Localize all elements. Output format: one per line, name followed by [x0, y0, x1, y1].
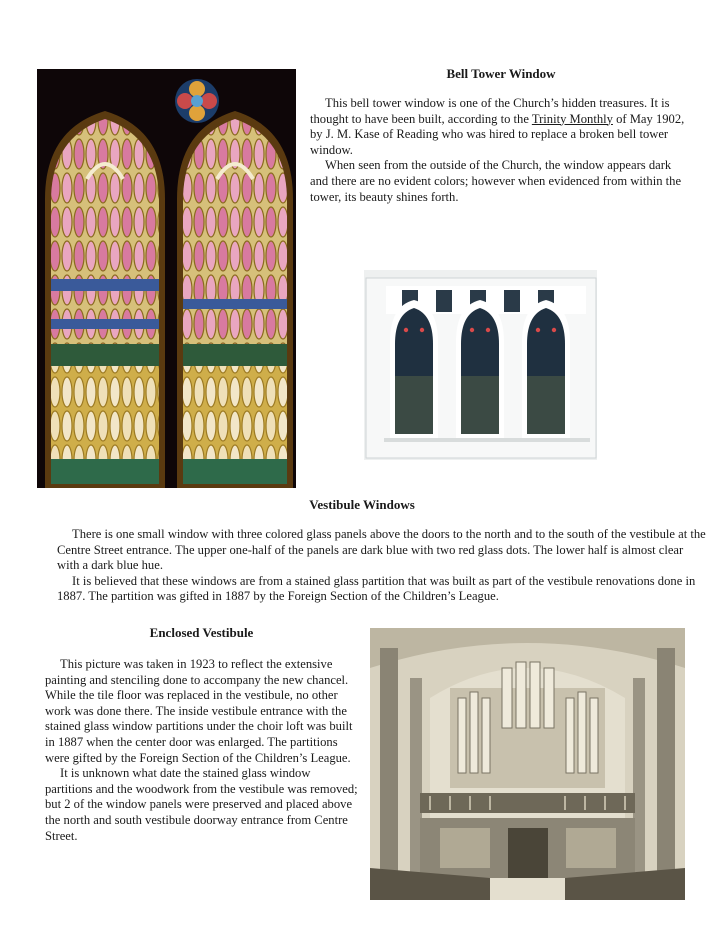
bell-tower-paragraph-1: This bell tower window is one of the Church’s hidden treasures. It is thought to have been built, according to the Trinity Monthly of May 1902, by J. M. Kase of Reading who was hired to replace a broken bell tower window.: [310, 96, 685, 157]
bell-tower-window-photo: [37, 69, 296, 488]
trinity-monthly-citation: Trinity Monthly: [531, 111, 613, 126]
enclosed-vestibule-section: [45, 625, 358, 844]
vestibule-windows-title: Vestibule Windows: [309, 497, 415, 512]
vestibule-windows-paragraph-2: It is believed that these windows are from a stained glass partition that was built as part of the vestibule renovations done in 1887. The partition was gifted in 1887 by the Foreign Section of the Children’s League.: [57, 573, 696, 604]
enclosed-vestibule-paragraph-1: This picture was taken in 1923 to reflect the extensive painting and stenciling done to accompany the new chancel. While the tile floor was replaced in the vestibule, no other work was done there. The inside vestibule entrance with the stained glass window partitions under the choir loft was built in 1887 when the center door was enlarged. The partitions were gifted by the Foreign Section of the Children’s League.: [45, 657, 353, 765]
bell-tower-title: Bell Tower Window: [446, 66, 556, 81]
vestibule-windows-paragraph-1: There is one small window with three colored glass panels above the doors to the north and to the south of the vestibule at the Centre Street entrance. The upper one-half of the panels are dark blue with two red glass dots. The lower half is almost clear with a dark blue hue.: [57, 527, 706, 573]
bell-tower-section: [310, 66, 692, 205]
vestibule-window-photo: [364, 270, 597, 460]
bell-tower-paragraph-2: When seen from the outside of the Church, the window appears dark and there are no evident colors; however when evidenced from within the tower, its beauty shines forth.: [310, 158, 682, 204]
enclosed-vestibule-title: Enclosed Vestibule: [149, 625, 254, 640]
enclosed-vestibule-paragraph-2: It is unknown what date the stained glass window partitions and the woodwork from the vestibule was removed; but 2 of the window panels were preserved and placed above the north and south vestibule doorway entrance from Centre Street.: [45, 766, 358, 843]
vestibule-windows-section: [57, 497, 707, 605]
church-interior-1923-photo: [370, 628, 685, 900]
